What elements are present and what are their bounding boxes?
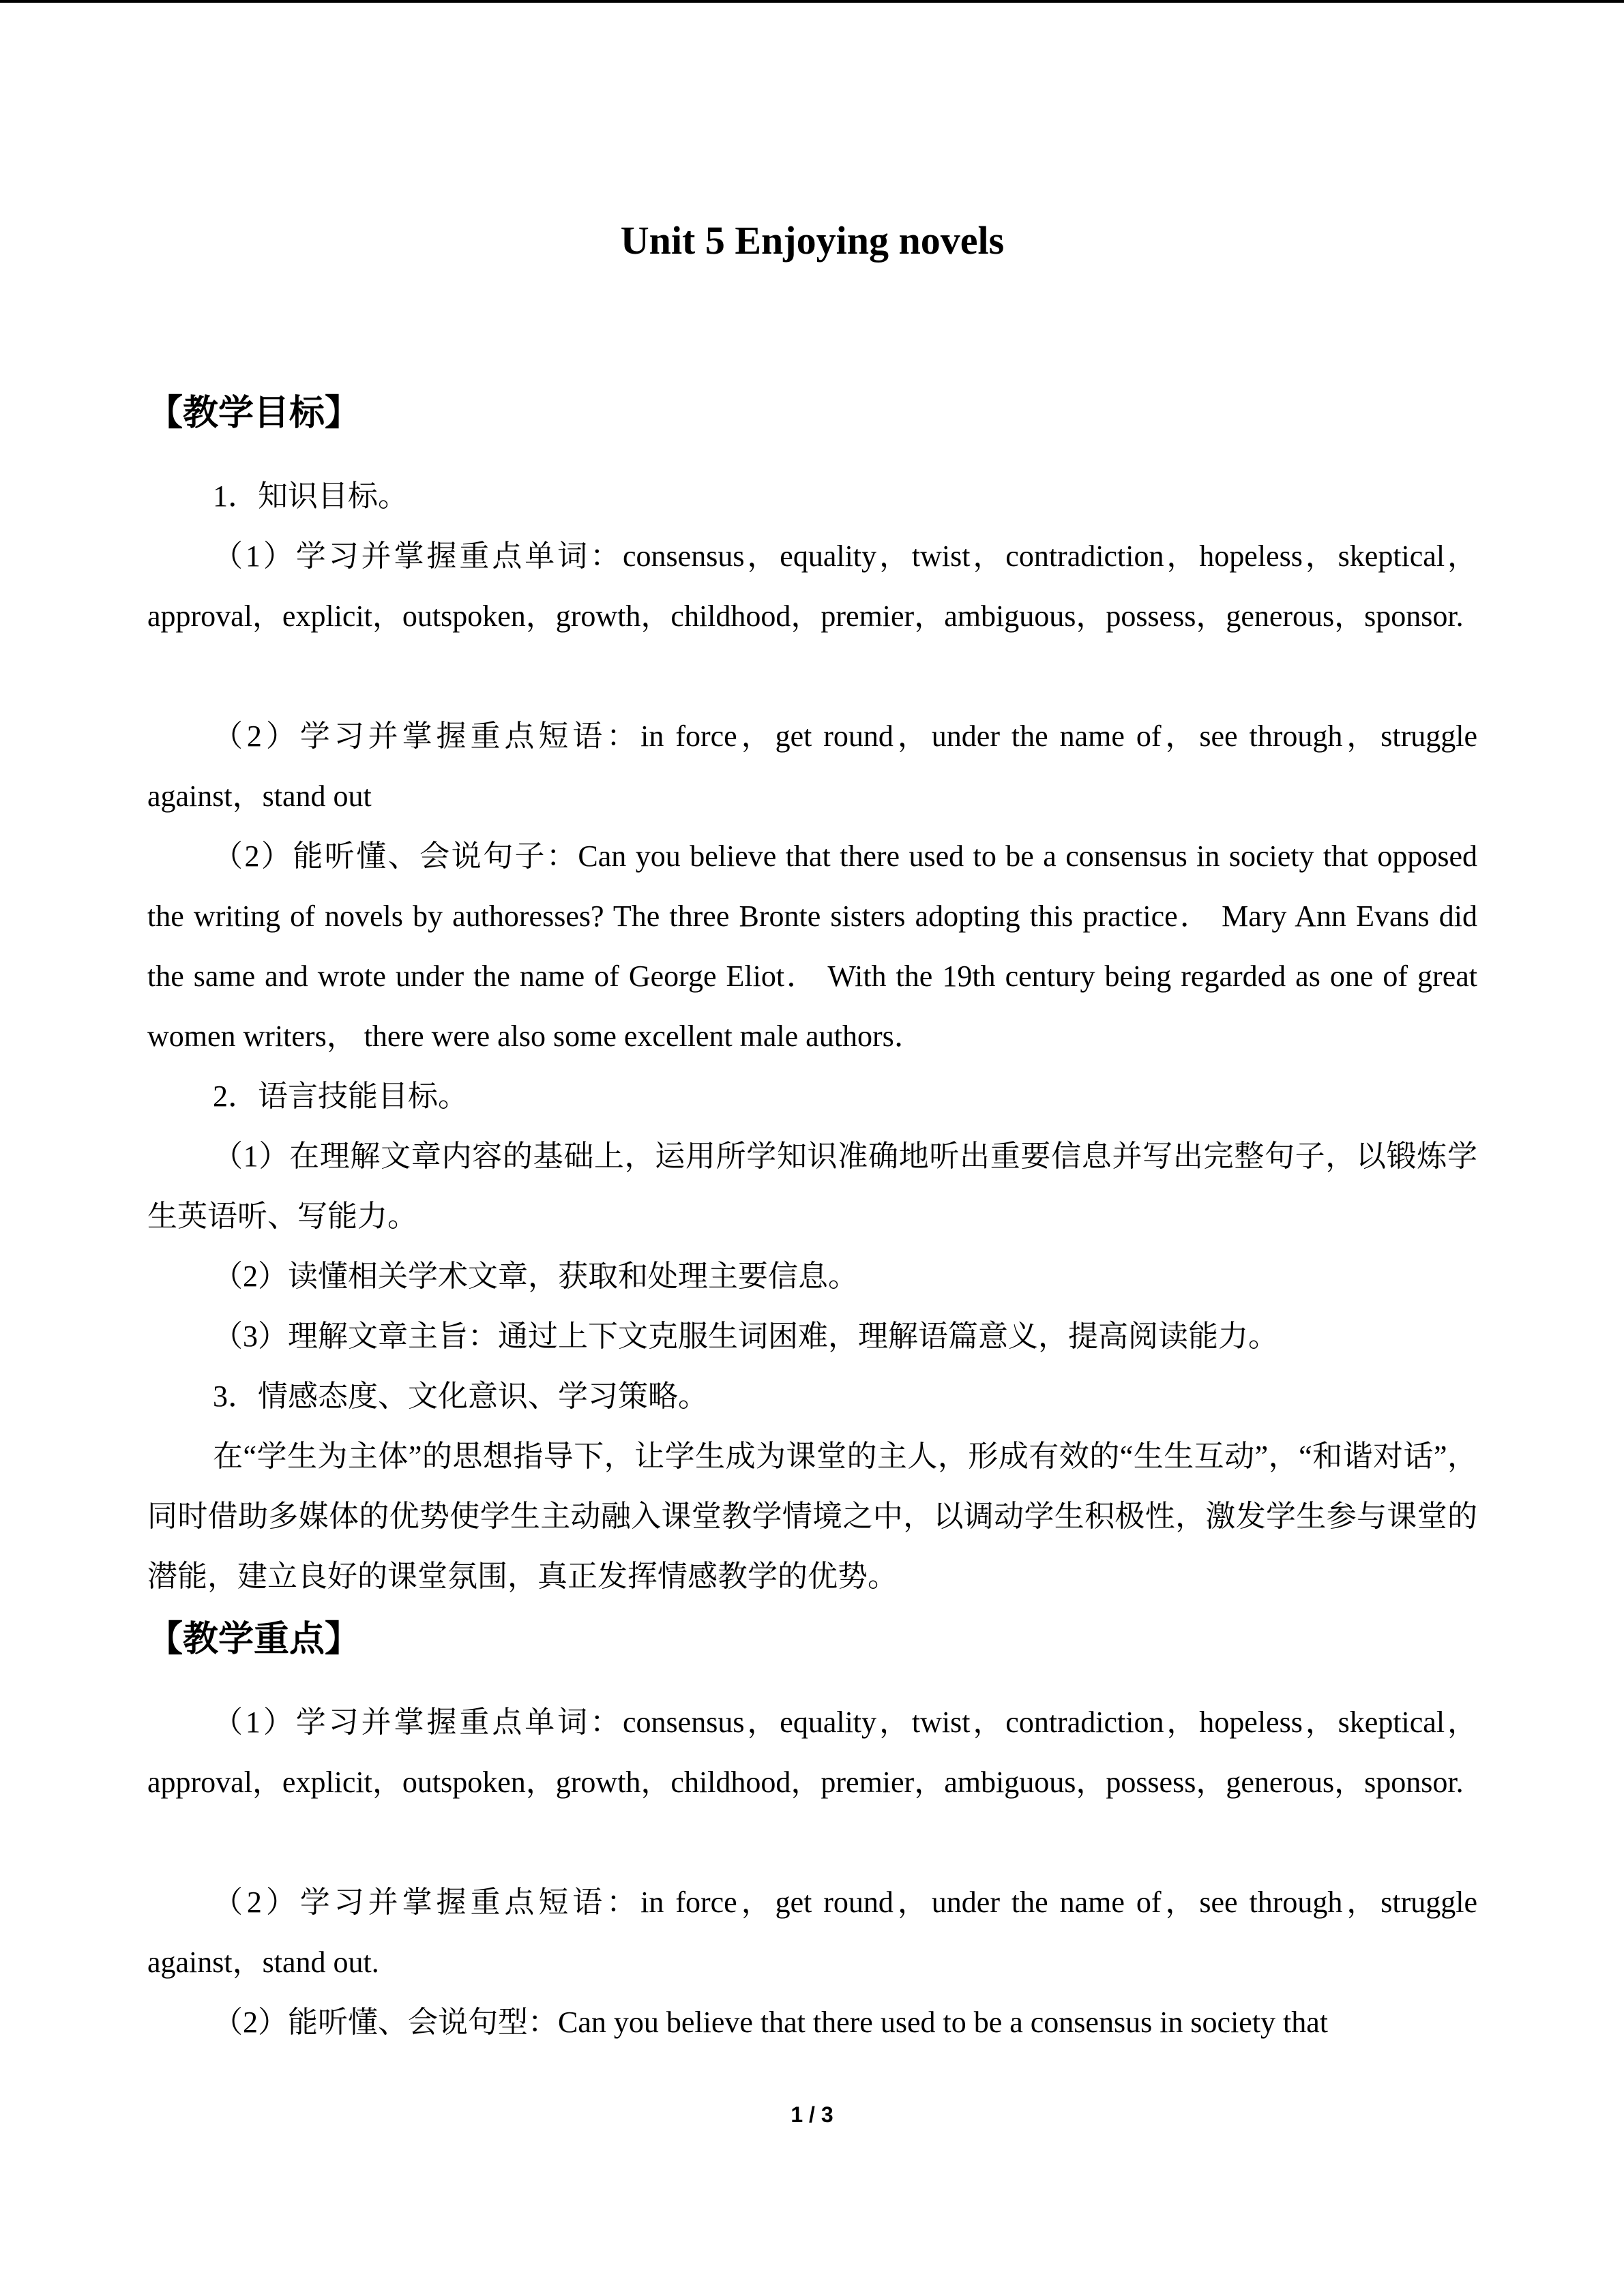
paragraph-skills-item-1: （1）在理解文章内容的基础上，运用所学知识准确地听出重要信息并写出完整句子，以锻炼学生英语听、写能力。: [147, 1139, 1477, 1233]
paragraph-focus-key-words: （1）学习并掌握重点单词：consensus，equality，twist，contradiction，hopeless，skeptical，approval，explicit，outspoken，growth，childhood，premier，ambiguous，possess，generous，sponsor.: [147, 1705, 1477, 1799]
paragraph-affective-objectives: 3．情感态度、文化意识、学习策略。: [213, 1380, 708, 1413]
paragraph-language-skills: 2．语言技能目标。: [213, 1079, 468, 1113]
section-heading-teaching-focus: 【教学重点】: [147, 1619, 361, 1660]
paragraph-focus-key-phrases: （2）学习并掌握重点短语：in force，get round，under the name of，see through，struggle against，stand out.: [147, 1885, 1477, 1979]
section-heading-teaching-objectives: 【教学目标】: [147, 393, 361, 434]
paragraph-key-phrases: （2）学习并掌握重点短语：in force，get round，under the name of，see through，struggle against，stand out: [147, 719, 1477, 813]
paragraph-focus-key-sentences: （2）能听懂、会说句型：Can you believe that there used to be a consensus in society that: [213, 2006, 1329, 2039]
top-border-rule: [0, 0, 1624, 3]
paragraph-knowledge-objectives: 1．知识目标。: [213, 479, 408, 513]
paragraph-skills-item-2: （2）读懂相关学术文章，获取和处理主要信息。: [213, 1259, 858, 1293]
paragraph-key-sentences: （2）能听懂、会说句子：Can you believe that there used to be a consensus in society that opposed the writing of novels by authoresses? The three Bronte sisters adopting this practice． Mary Ann Evans did the same and wrote under the name of George Eliot． With the 19th century being regarded as one of great women writers， there were also some excellent male authors．: [147, 839, 1477, 1053]
document-title: Unit 5 Enjoying novels: [620, 218, 1005, 263]
page-number: 1 / 3: [791, 2102, 833, 2127]
paragraph-key-words: （1）学习并掌握重点单词：consensus，equality，twist，contradiction，hopeless，skeptical，approval，explicit，outspoken，growth，childhood，premier，ambiguous，possess，generous，sponsor.: [147, 539, 1477, 633]
paragraph-skills-item-3: （3）理解文章主旨：通过上下文克服生词困难，理解语篇意义，提高阅读能力。: [213, 1320, 1278, 1353]
paragraph-affective-description: 在“学生为主体”的思想指导下，让学生成为课堂的主人，形成有效的“生生互动”，“和谐对话”，同时借助多媒体的优势使学生主动融入课堂教学情境之中，以调动学生积极性，激发学生参与课堂的潜能，建立良好的课堂氛围，真正发挥情感教学的优势。: [147, 1440, 1477, 1593]
